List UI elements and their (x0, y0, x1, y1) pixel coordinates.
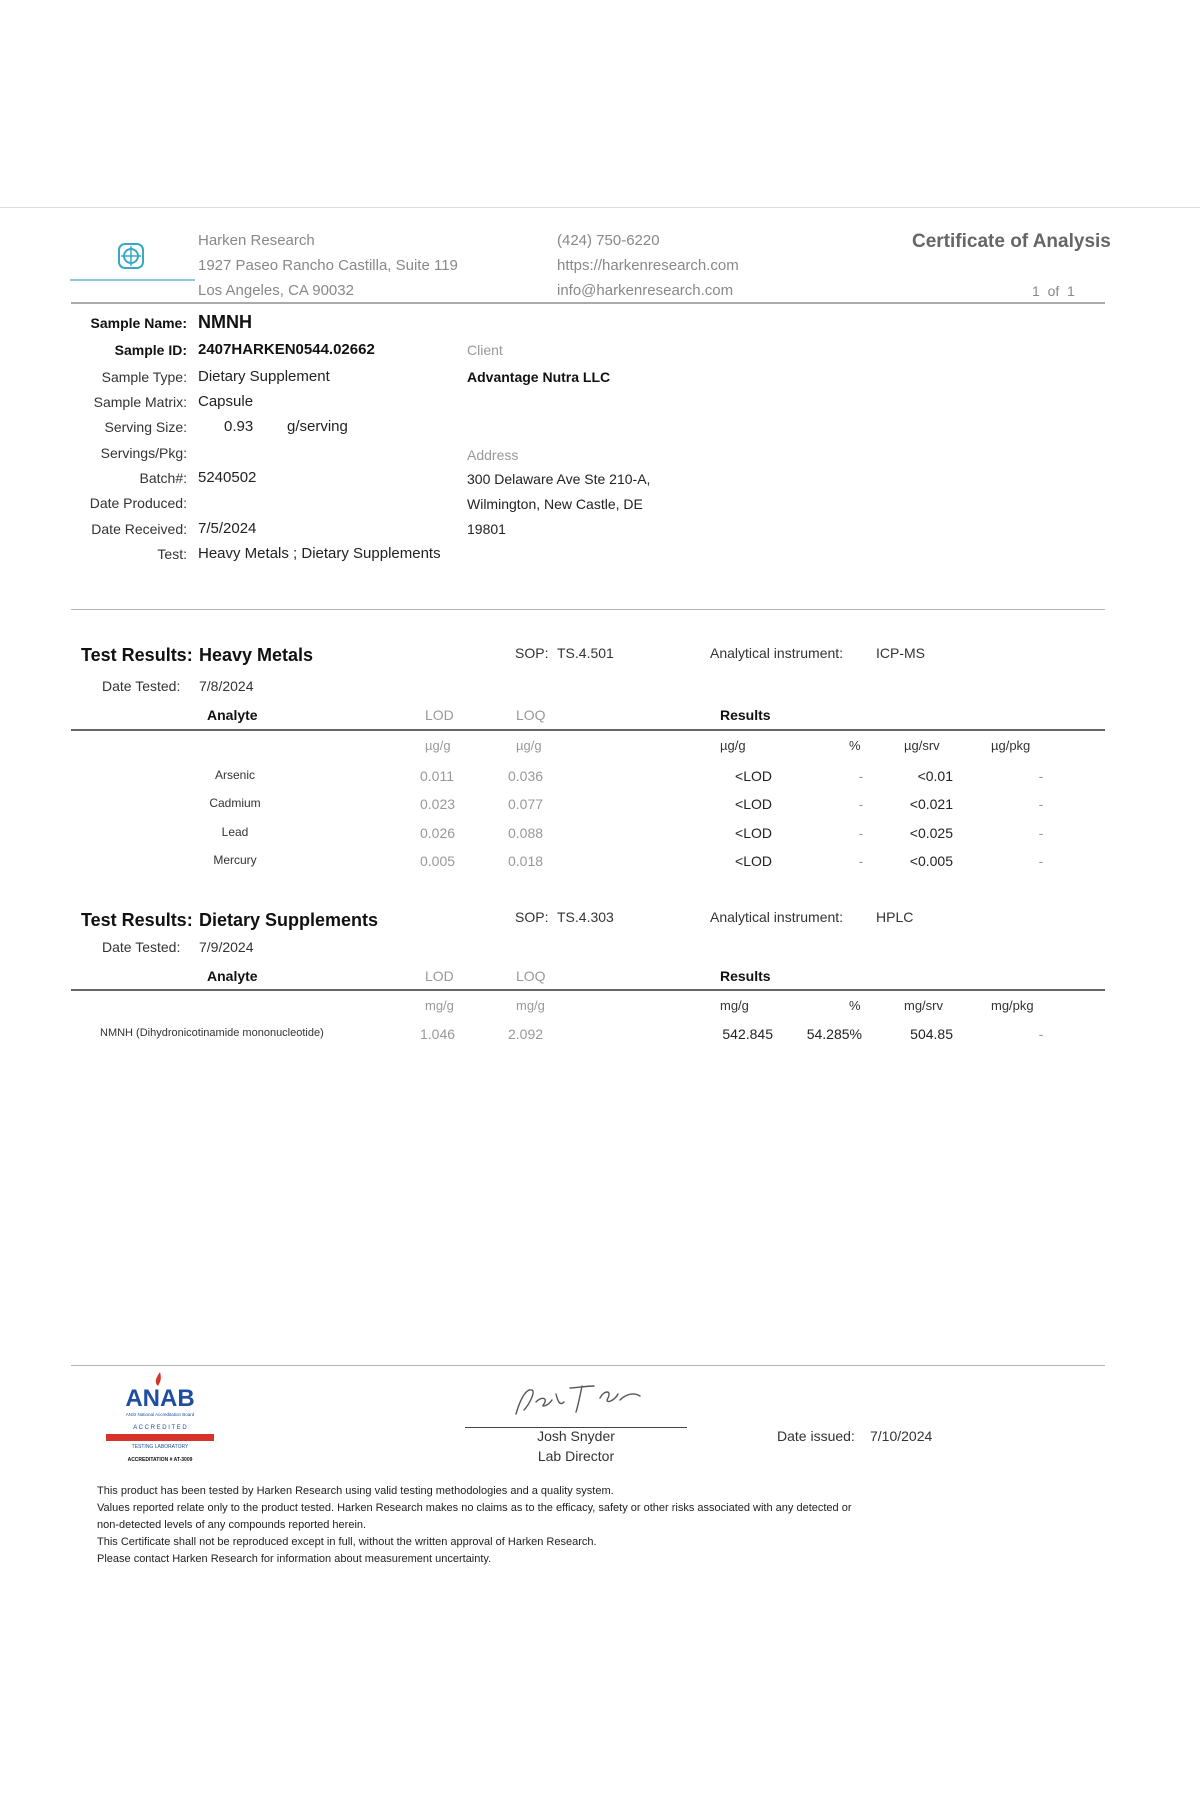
ds-unit-pct: % (849, 998, 861, 1013)
sample-name: NMNH (198, 312, 252, 332)
ds-col-results: Results (720, 968, 771, 984)
hm-percent: - (858, 853, 864, 869)
lab-email[interactable]: info@harkenresearch.com (557, 282, 734, 299)
hm-per-serving: <0.01 (917, 768, 953, 784)
hm-result: <LOD (735, 796, 772, 812)
hm-table-divider (71, 729, 1105, 731)
anab-wordmark: ANAB (125, 1385, 195, 1412)
document-title: Certificate of Analysis (912, 231, 1111, 252)
ds-analyte: NMNH (Dihydronicotinamide mononucleotide) (100, 1027, 324, 1039)
hm-unit-pct: % (849, 738, 861, 753)
date-received: 7/5/2024 (198, 520, 257, 537)
client-address-label: Address (467, 447, 519, 463)
anab-testing: TESTING LABORATORY (131, 1444, 189, 1450)
date-issued-label: Date issued: (777, 1428, 855, 1444)
header-divider (71, 302, 1105, 304)
hm-lod: 0.023 (420, 796, 456, 812)
disclaimer-line: Please contact Harken Research for information about measurement uncertainty. (97, 1553, 492, 1565)
client-name: Advantage Nutra LLC (467, 369, 611, 385)
hm-result: <LOD (735, 825, 772, 841)
hm-result: <LOD (735, 853, 772, 869)
page-number (1032, 283, 1075, 299)
heavy-metals-date: 7/8/2024 (199, 678, 254, 694)
anab-accreditation-logo (100, 1370, 220, 1468)
hm-unit-pkg: µg/pkg (991, 738, 1031, 753)
servings-per-pkg-label: Servings/Pkg: (100, 445, 187, 461)
hm-col-results: Results (720, 707, 771, 723)
anab-subtitle: ANSI National Accreditation Board (125, 1412, 195, 1417)
ds-loq: 2.092 (508, 1026, 544, 1042)
ds-percent: 54.285% (806, 1026, 862, 1042)
ds-per-package: - (1038, 1026, 1044, 1042)
test-label: Test: (157, 546, 187, 562)
hm-analyte: Lead (221, 825, 249, 839)
ds-result: 542.845 (722, 1026, 773, 1042)
lab-address-line2: Los Angeles, CA 90032 (198, 282, 354, 299)
signature-image (508, 1380, 648, 1420)
batch-label: Batch#: (139, 470, 187, 486)
hm-per-package: - (1038, 796, 1044, 812)
serving-unit: g/serving (287, 418, 348, 435)
ds-unit-loq: mg/g (516, 998, 545, 1013)
heavy-metals-section-title: Heavy Metals (199, 645, 314, 665)
ds-lod: 1.046 (420, 1026, 456, 1042)
supplements-date: 7/9/2024 (199, 939, 254, 955)
client-label: Client (467, 342, 503, 358)
ds-col-analyte: Analyte (207, 968, 258, 984)
sample-type-label: Sample Type: (101, 369, 187, 385)
ds-per-serving: 504.85 (910, 1026, 953, 1042)
anab-accredited: A C C R E D I T E D (133, 1425, 187, 1431)
ds-table-divider (71, 989, 1105, 991)
disclaimer-line: non-detected levels of any compounds reported herein. (97, 1519, 367, 1531)
batch-number: 5240502 (198, 469, 257, 486)
page-top-divider (0, 207, 1200, 208)
hm-analyte: Arsenic (214, 768, 255, 782)
anab-logo-icon (100, 1370, 220, 1468)
supplements-instrument: HPLC (876, 909, 914, 925)
hm-result: <LOD (735, 768, 772, 784)
hm-per-package: - (1038, 853, 1044, 869)
sample-matrix: Capsule (198, 393, 254, 410)
serving-size: 0.93 (224, 418, 254, 435)
client-address-line2: Wilmington, New Castle, DE (467, 496, 643, 512)
page-current: 1 (1032, 283, 1040, 299)
logo-mark-icon (118, 243, 144, 269)
sample-id: 2407HARKEN0544.02662 (198, 341, 375, 358)
heavy-metals-sop: TS.4.501 (557, 645, 614, 661)
heavy-metals-sop-label: SOP: (515, 645, 549, 661)
hm-analyte: Cadmium (209, 796, 261, 810)
supplements-instrument-label: Analytical instrument: (710, 909, 844, 925)
footer-divider (71, 1365, 1105, 1366)
sample-id-label: Sample ID: (114, 342, 187, 358)
hm-per-serving: <0.021 (909, 796, 953, 812)
disclaimer-line: This Certificate shall not be reproduced except in full, without the written approval of Harken Research. (97, 1536, 597, 1548)
hm-per-package: - (1038, 768, 1044, 784)
hm-loq: 0.088 (508, 825, 544, 841)
client-address-line1: 300 Delaware Ave Ste 210-A, (467, 471, 651, 487)
date-issued: 7/10/2024 (870, 1428, 933, 1444)
hm-loq: 0.077 (508, 796, 544, 812)
serving-size-label: Serving Size: (104, 419, 187, 435)
supplements-section-title: Dietary Supplements (199, 910, 379, 930)
signer-name: Josh Snyder (537, 1428, 615, 1444)
hm-lod: 0.011 (420, 768, 454, 784)
ds-unit-result: mg/g (720, 998, 749, 1013)
page-total: 1 (1067, 283, 1075, 299)
client-address-line3: 19801 (467, 521, 506, 537)
page-of-label: of (1047, 283, 1060, 299)
lab-website[interactable]: https://harkenresearch.com (557, 257, 739, 274)
heavy-metals-date-label: Date Tested: (102, 678, 181, 694)
sample-type: Dietary Supplement (198, 368, 330, 385)
hm-unit-result: µg/g (720, 738, 746, 753)
hm-per-serving: <0.005 (909, 853, 953, 869)
test-list: Heavy Metals ; Dietary Supplements (198, 545, 441, 562)
hm-analyte: Mercury (213, 853, 257, 867)
ds-unit-srv: mg/srv (904, 998, 943, 1013)
heavy-metals-instrument: ICP-MS (876, 645, 925, 661)
ds-unit-lod: mg/g (425, 998, 454, 1013)
harken-logo (70, 243, 195, 289)
info-divider (71, 609, 1105, 610)
hm-col-lod: LOD (425, 707, 454, 723)
supplements-sop: TS.4.303 (557, 909, 614, 925)
hm-lod: 0.005 (420, 853, 456, 869)
supplements-date-label: Date Tested: (102, 939, 181, 955)
logo-wordmark (70, 278, 195, 282)
hm-percent: - (858, 768, 864, 784)
hm-loq: 0.018 (508, 853, 544, 869)
hm-unit-srv: µg/srv (904, 738, 940, 753)
ds-col-loq: LOQ (516, 968, 546, 984)
supplements-section-label: Test Results: (81, 910, 193, 930)
hm-per-serving: <0.025 (909, 825, 953, 841)
hm-col-analyte: Analyte (207, 707, 258, 723)
sample-matrix-label: Sample Matrix: (93, 394, 187, 410)
lab-name: Harken Research (198, 232, 315, 249)
hm-per-package: - (1038, 825, 1044, 841)
sample-name-label: Sample Name: (90, 315, 187, 331)
date-produced-label: Date Produced: (89, 495, 187, 511)
anab-cert: ACCREDITATION # AT-3009 (127, 1457, 193, 1463)
hm-col-loq: LOQ (516, 707, 546, 723)
hm-unit-loq: µg/g (516, 738, 542, 753)
ds-col-lod: LOD (425, 968, 454, 984)
ds-unit-pkg: mg/pkg (991, 998, 1034, 1013)
hm-loq: 0.036 (508, 768, 544, 784)
hm-percent: - (858, 796, 864, 812)
supplements-sop-label: SOP: (515, 909, 549, 925)
hm-percent: - (858, 825, 864, 841)
heavy-metals-section-label: Test Results: (81, 645, 193, 665)
heavy-metals-instrument-label: Analytical instrument: (710, 645, 844, 661)
disclaimer-line: Values reported relate only to the product tested. Harken Research makes no claims as to the efficacy, safety or other risks associated with any detected or (97, 1502, 852, 1514)
signer-title: Lab Director (537, 1448, 615, 1464)
date-received-label: Date Received: (91, 521, 187, 537)
hm-unit-lod: µg/g (425, 738, 451, 753)
lab-address-line1: 1927 Paseo Rancho Castilla, Suite 119 (198, 257, 458, 274)
lab-phone: (424) 750-6220 (557, 232, 660, 249)
disclaimer-line: This product has been tested by Harken Research using valid testing methodologies and a quality system. (97, 1485, 614, 1497)
hm-lod: 0.026 (420, 825, 456, 841)
